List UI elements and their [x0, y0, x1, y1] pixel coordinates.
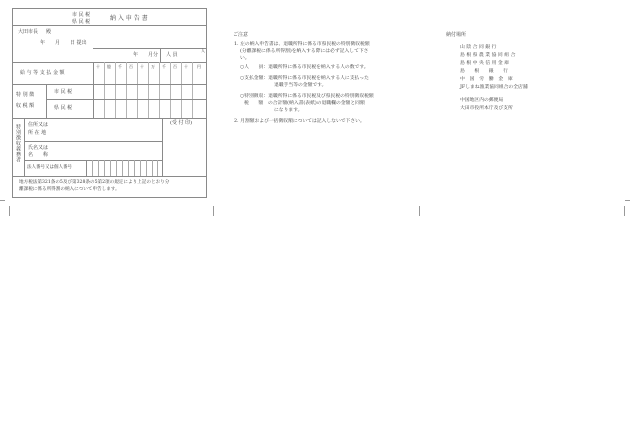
divider	[160, 48, 161, 62]
divider	[12, 62, 207, 63]
divider	[86, 160, 87, 176]
tax-type-city: 市 民 税	[72, 12, 91, 18]
divider	[24, 141, 162, 142]
city-office: 大田市役所本庁及び支所	[460, 106, 513, 111]
digit-column-line	[181, 62, 182, 118]
digit-column-line	[115, 62, 116, 118]
bank-item: 島 根 中 央 信 用 金 庫	[460, 61, 510, 66]
digit-label: 十	[184, 64, 188, 69]
year-month-label: 年 月分	[133, 52, 159, 58]
name-label-2: 名 称	[28, 152, 49, 158]
digit-column-line	[170, 62, 171, 118]
note-item-payment-a: ○支払金額：退職所得に係る市民税を納入する人に支払った	[240, 76, 369, 81]
divider	[12, 25, 207, 26]
people-unit: 人	[201, 48, 205, 53]
cut-mark	[625, 200, 630, 201]
divider	[24, 160, 162, 161]
divider	[46, 99, 207, 100]
note-2: 2. 月割額および一括徴収額については記入しないで下さい。	[234, 119, 365, 124]
bank-item: 中 国 労 働 金 庫	[460, 77, 513, 82]
form-title: 納 入 申 告 書	[110, 15, 148, 22]
digit-label: 百	[173, 64, 177, 69]
divider	[12, 176, 207, 177]
tax-type-pref: 県 民 税	[72, 19, 91, 25]
bank-item: 山 陰 合 同 銀 行	[460, 45, 497, 50]
row-city-tax: 市 民 税	[54, 89, 73, 95]
receipt-stamp-label: (受 付 印)	[170, 120, 193, 126]
form-border	[206, 8, 207, 198]
salary-label: 給 与 等 支 払 金 額	[20, 70, 65, 76]
note-item-people: ○人 員：退職所得に係る市民税を納入する人の数です。	[240, 65, 369, 70]
form-border	[12, 8, 13, 198]
payment-places-title: 納付場所	[446, 32, 467, 38]
cut-mark	[419, 206, 420, 216]
digit-label: 万	[151, 64, 155, 69]
digit-label: 百	[129, 64, 133, 69]
bank-item: 島 根 銀 行	[460, 69, 508, 74]
cut-mark	[9, 206, 10, 216]
name-label-1: 氏名又は	[28, 145, 49, 151]
digit-column-line	[126, 62, 127, 118]
honorific: 殿	[46, 29, 52, 35]
digit-label: 十	[140, 64, 144, 69]
divider	[93, 48, 207, 49]
city-name: 大田市長	[18, 29, 39, 35]
note-1a: 1. 左の納入申告書は、退職所得に係る市県民税の特別徴収税額	[234, 42, 370, 47]
cut-mark	[213, 206, 214, 216]
divider	[12, 118, 207, 119]
bank-item: 島 根 県 農 業 協 同 組 合	[460, 53, 516, 58]
tax-amount-label-1: 特 別 徴	[16, 92, 35, 98]
footer-text-2: 離課税に係る所得割の納入について申告します。	[19, 187, 120, 192]
post-office: 中国地区内の郵便局	[460, 98, 504, 103]
address-label-1: 住所又は	[28, 122, 49, 128]
digit-column-line	[192, 62, 193, 118]
divider	[24, 118, 25, 176]
note-item-payment-b: 退職手当等の金額です。	[274, 83, 327, 88]
address-label-2: 所 在 地	[28, 130, 47, 136]
digit-column-line	[137, 62, 138, 118]
divider	[46, 84, 47, 118]
row-pref-tax: 県 民 税	[54, 105, 73, 111]
digit-label: 十	[96, 64, 100, 69]
cut-mark	[0, 200, 5, 201]
tax-amount-label-2: 収 税 額	[16, 103, 35, 109]
note-item-tax-b: 税 額 の合計額(納入書(表紙)の退職欄の金額と同額	[244, 101, 365, 106]
cut-mark	[624, 206, 625, 216]
note-1c: い。	[240, 56, 250, 61]
digit-column-line	[159, 62, 160, 118]
footer-text-1: 地方税法第321条の5及び第328条の5第2項の規定により上記のとおり分	[19, 180, 170, 185]
digit-column-line	[148, 62, 149, 118]
corp-number-label: 法人番号又は個人番号	[27, 165, 72, 170]
note-item-tax-c: になります。	[274, 108, 303, 113]
form-border	[12, 8, 207, 9]
submission-date: 年 月 日 提出	[40, 40, 87, 46]
people-label: 人 員	[166, 52, 178, 58]
digit-label: 千	[162, 64, 166, 69]
divider	[162, 118, 163, 176]
digit-column-line	[104, 62, 105, 118]
digit-label: 千	[118, 64, 122, 69]
notes-title: ご注意	[233, 32, 249, 38]
divider	[93, 62, 94, 118]
bank-item: JFしまね漁業協同組合の全店舗	[460, 85, 528, 90]
note-1b: (分離課税に係る所得割)を納入する際には必ず記入して下さ	[240, 49, 369, 54]
digit-label: 億	[107, 64, 111, 69]
form-border	[12, 197, 207, 198]
note-item-tax-a: ○特別徴収：退職所得に係る市民税及び県民税の特別徴収税額	[240, 94, 374, 99]
reporter-label: 特別徴収義務者	[15, 124, 21, 163]
divider	[12, 84, 207, 85]
digit-label: 円	[197, 64, 201, 69]
